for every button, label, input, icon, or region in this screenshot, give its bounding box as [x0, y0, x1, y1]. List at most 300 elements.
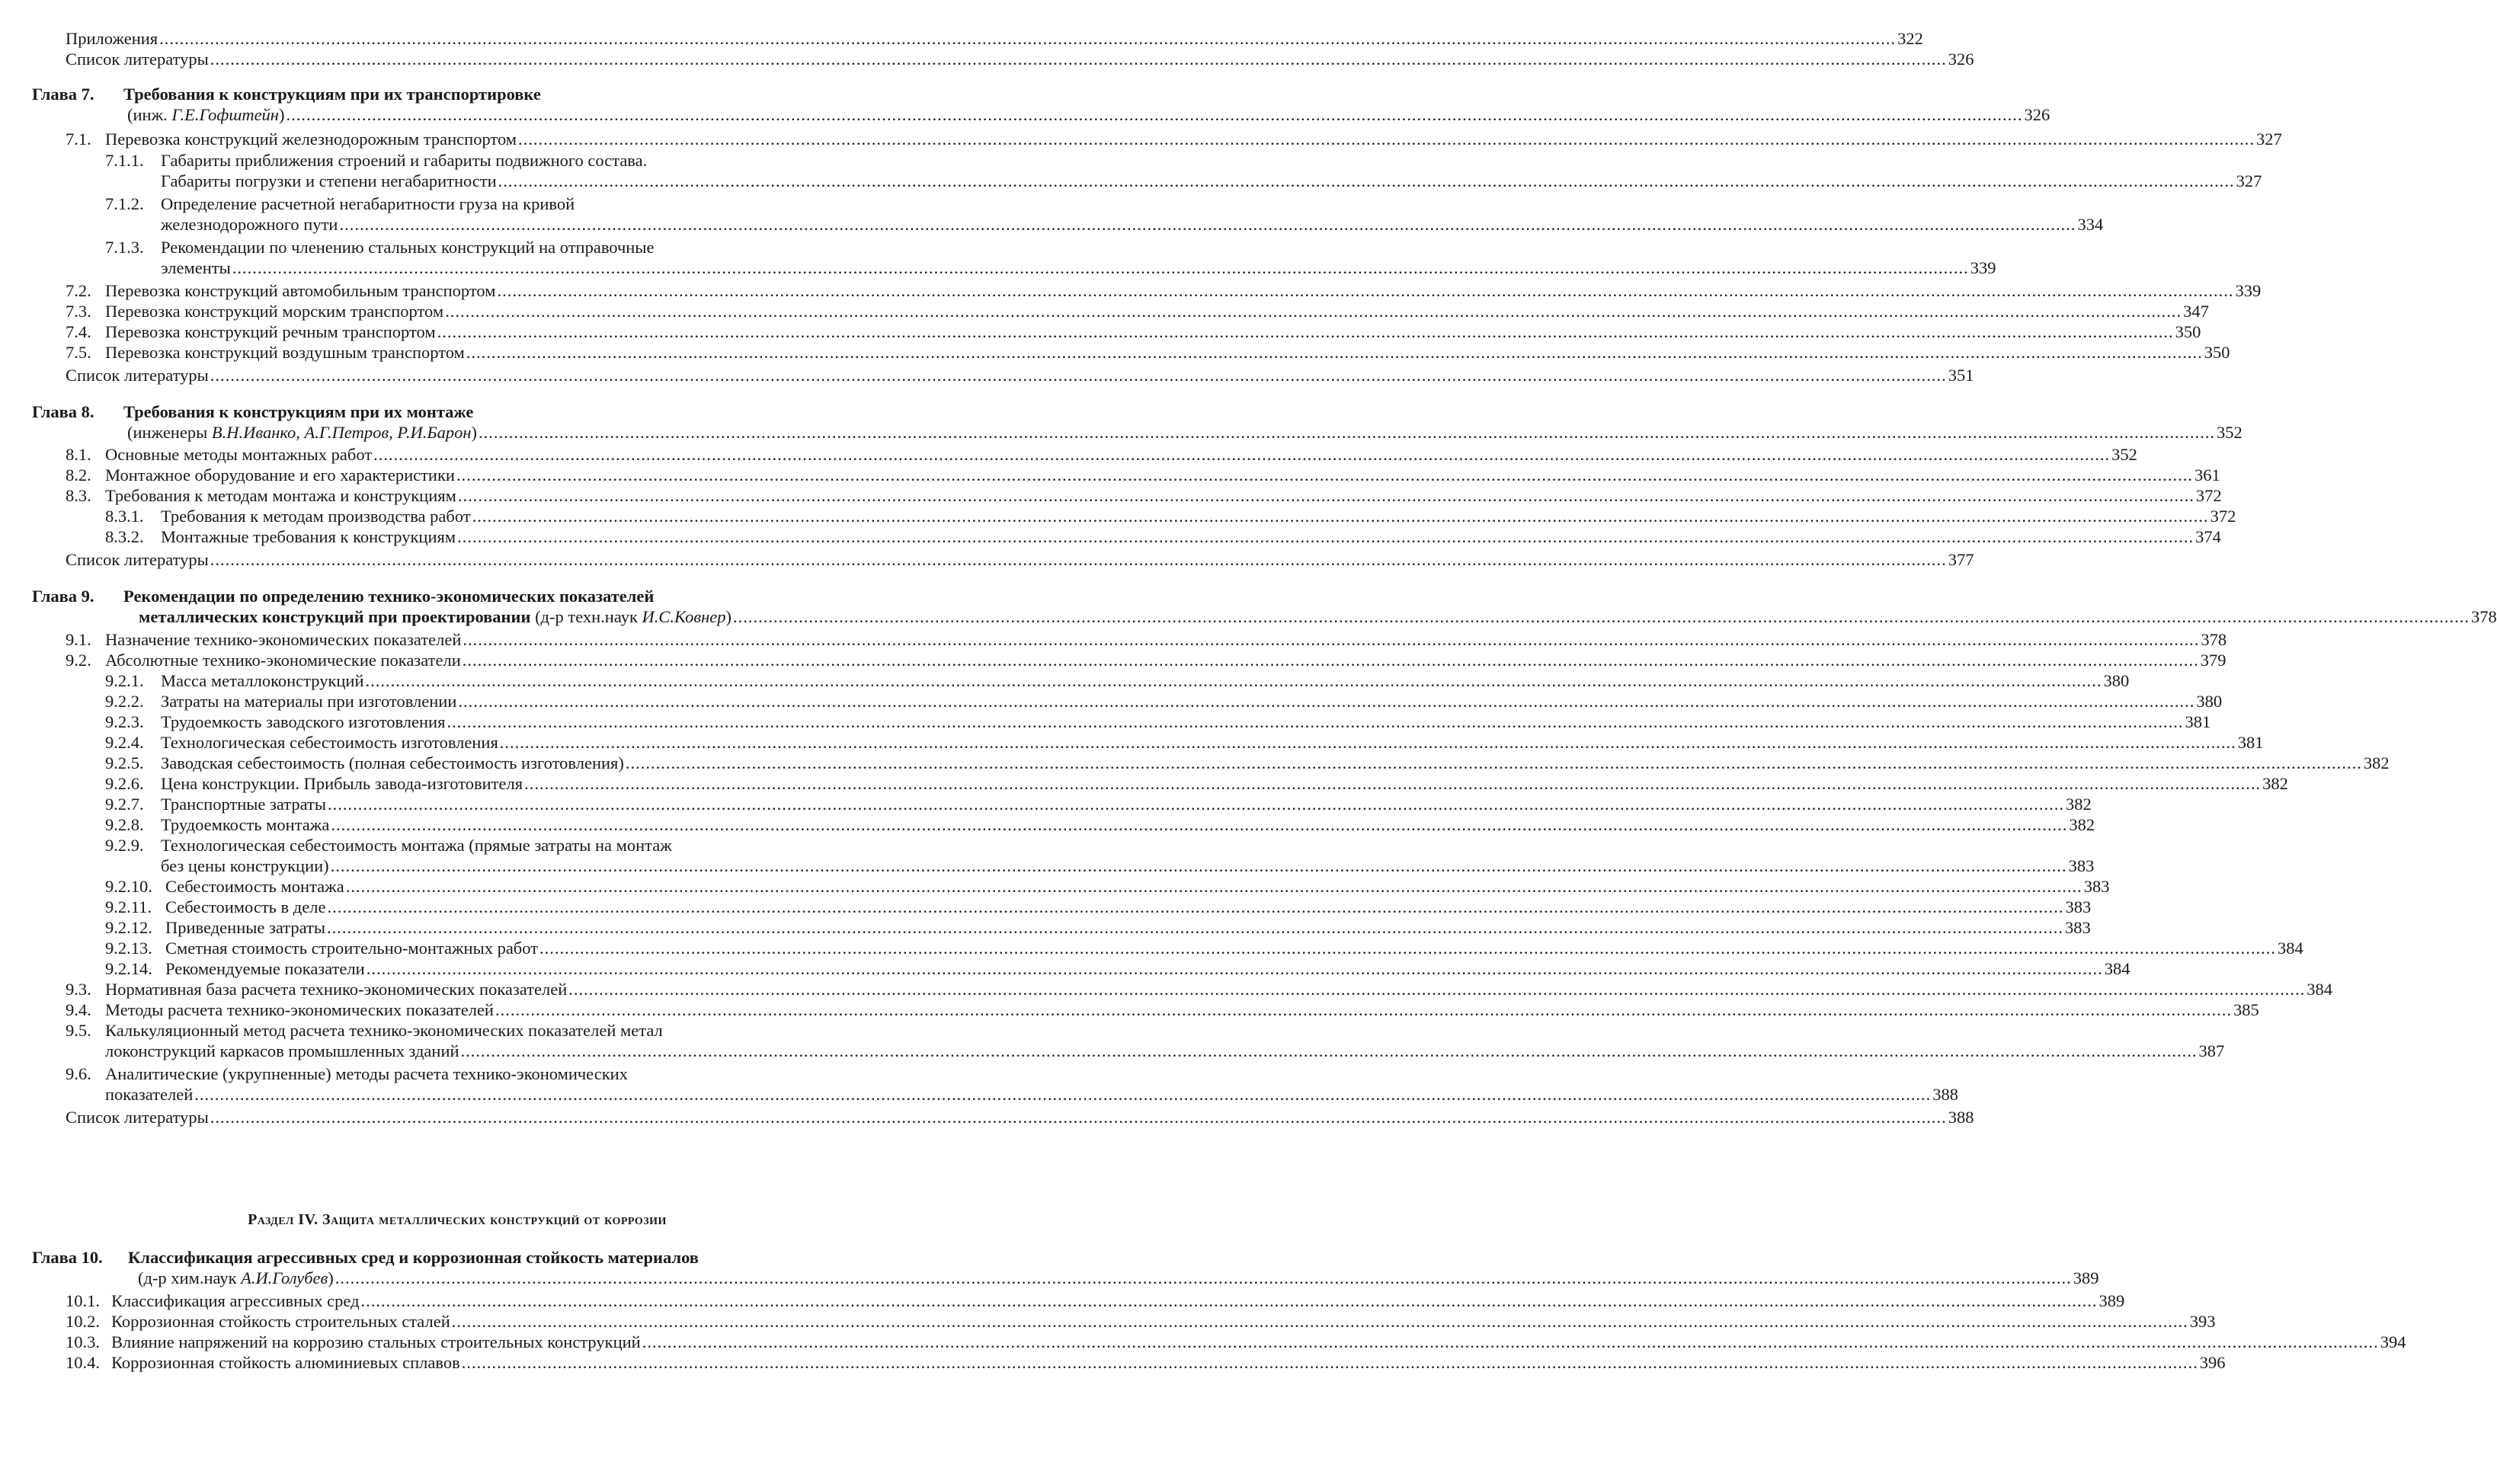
toc-entry-8.3.2.: [105, 526, 2221, 549]
entry-label: Коррозионная стойкость строительных сталей: [111, 1312, 450, 1331]
chapter-7-author: [127, 104, 2050, 126]
entry-label: Технологическая себестоимость монтажа (прямые затраты на монтаж: [161, 836, 672, 855]
leader-dots: [327, 896, 2063, 919]
page-number: 380: [2196, 692, 2223, 711]
page-number: 339: [2235, 281, 2262, 300]
toc-entry-9.2.5.: [105, 752, 2390, 775]
leader-dots: [447, 711, 2183, 734]
page-number: 384: [2104, 959, 2130, 978]
leader-dots: [331, 855, 2067, 878]
page-number: 382: [2262, 774, 2288, 793]
leader-dots: [457, 526, 2194, 549]
entry-number: 9.2.3.: [105, 712, 144, 731]
toc-entry-appendix: [66, 27, 1923, 50]
author-name: А.И.Голубев: [241, 1268, 328, 1287]
leader-dots: [210, 1106, 1947, 1129]
toc-entry-10.2.-text: [66, 1310, 450, 1333]
chapter-9-heading-cont-text: [139, 606, 731, 628]
author-name: В.Н.Иванко, А.Г.Петров, Р.И.Барон: [211, 423, 472, 442]
entry-label: Себестоимость монтажа: [165, 877, 344, 896]
page-number: 382: [2363, 753, 2390, 772]
entry-label: Калькуляционный метод расчета технико-экономических показателей метал: [105, 1021, 663, 1040]
leader-dots: [328, 793, 2064, 816]
leader-dots: [210, 549, 1947, 571]
toc-entry-10.1.: [66, 1290, 2125, 1313]
entry-number: 9.4.: [66, 1000, 91, 1019]
toc-entry-9.2.13.-text: [105, 937, 538, 960]
toc-entry-9.4.: [66, 999, 2259, 1022]
page-number: 374: [2195, 527, 2221, 546]
chapter-9-references-text: [66, 1106, 209, 1129]
page-number: 383: [2083, 877, 2110, 896]
entry-number: 10.3.: [66, 1332, 100, 1351]
page-number: 322: [1897, 29, 1923, 48]
chapter-title: Классификация агрессивных сред и коррозионная стойкость материалов: [128, 1248, 699, 1267]
page-number: 350: [2204, 343, 2230, 362]
toc-entry-9.2.3.-text: [105, 711, 445, 734]
toc-entry-10.4.-text: [66, 1351, 460, 1374]
entry-label: Масса металлоконструкций: [161, 671, 364, 690]
leader-dots: [452, 1310, 2188, 1333]
chapter-title-cont: металлических конструкций при проектировании: [139, 607, 531, 626]
leader-dots: [210, 364, 1947, 387]
entry-label: Требования к методам производства работ: [161, 507, 471, 526]
toc-entry-7.3.-text: [66, 300, 443, 323]
toc-entry-9.6.-cont-text: [105, 1083, 193, 1106]
toc-entry-7.4.: [66, 321, 2201, 344]
chapter-10-heading: [32, 1246, 699, 1269]
toc-entry-9.2.-text: [66, 649, 461, 672]
toc-entry-9.5.-cont: [105, 1040, 2225, 1063]
toc-entry-7.5.-text: [66, 341, 465, 364]
toc-entry-8.3.: [66, 485, 2222, 507]
toc-entry-9.6.-cont: [105, 1083, 1958, 1106]
toc-entry-9.2.11.: [105, 896, 2092, 919]
entry-number: 9.2.6.: [105, 774, 144, 793]
toc-entry-9.2.2.: [105, 690, 2223, 713]
entry-label: без цены конструкции): [161, 856, 329, 875]
leader-dots: [479, 421, 2215, 444]
author-pre: (д-р хим.наук: [138, 1268, 242, 1287]
toc-entry-7.1.2.-cont-text: [161, 213, 338, 236]
entry-label: Перевозка конструкций воздушным транспортом: [105, 343, 465, 362]
chapter-title: Требования к конструкциям при их монтаже: [123, 402, 474, 421]
leader-dots: [458, 485, 2194, 507]
toc-entry-10.2.: [66, 1310, 2216, 1333]
toc-entry-7.1.-text: [66, 128, 517, 151]
chapter-8-author: [127, 421, 2242, 444]
leader-dots: [331, 814, 2067, 836]
page-number: 378: [2471, 607, 2497, 626]
page-number: 389: [2098, 1291, 2125, 1310]
toc-entry-9.2.: [66, 649, 2226, 672]
page-number: 334: [2077, 215, 2104, 234]
leader-dots: [159, 27, 1896, 50]
entry-number: 8.3.2.: [105, 527, 144, 546]
entry-label: Требования к методам монтажа и конструкциям: [105, 486, 456, 505]
entry-number: 9.5.: [66, 1021, 91, 1040]
entry-number: 7.4.: [66, 322, 91, 341]
leader-dots: [346, 875, 2082, 898]
entry-label: Перевозка конструкций автомобильным транспортом: [105, 281, 496, 300]
toc-entry-9.2.14.-text: [105, 958, 365, 980]
leader-dots: [642, 1331, 2379, 1354]
toc-entry-9.2.4.-text: [105, 731, 498, 754]
toc-entry-9.2.4.: [105, 731, 2264, 754]
page-number: 384: [2278, 939, 2303, 958]
entry-number: 8.2.: [66, 465, 91, 485]
toc-entry-7.1.: [66, 128, 2282, 151]
entry-label: Аналитические (укрупненные) методы расчета технико-экономических: [105, 1064, 628, 1083]
author-post: ): [328, 1268, 334, 1287]
leader-dots: [626, 752, 2362, 775]
leader-dots: [335, 1267, 2072, 1290]
toc-entry-7.1.1.-cont: [161, 170, 2262, 193]
toc-entry-7.3.: [66, 300, 2209, 323]
chapter-title: Рекомендации по определению технико-экономических показателей: [123, 587, 655, 606]
leader-dots: [518, 128, 2255, 151]
toc-entry-9.2.12.: [105, 916, 2091, 939]
page-number: 383: [2068, 856, 2095, 875]
leader-dots: [286, 104, 2022, 126]
entry-label: Список литературы: [66, 50, 209, 69]
toc-entry-9.1.-text: [66, 628, 461, 651]
entry-label: Влияние напряжений на коррозию стальных строительных конструкций: [111, 1332, 641, 1351]
author-pre: (д-р техн.наук: [530, 607, 642, 626]
page-number: 385: [2233, 1000, 2259, 1019]
page-number: 377: [1948, 550, 1974, 569]
chapter-7-references-text: [66, 364, 209, 387]
entry-number: 9.2.10.: [105, 877, 152, 896]
entry-number: 9.2.9.: [105, 836, 144, 855]
toc-entry-10.1.-text: [66, 1290, 360, 1313]
toc-entry-9.2.9.-cont-text: [161, 855, 329, 878]
page-number: 326: [2024, 105, 2050, 124]
leader-dots: [524, 772, 2261, 795]
entry-label: Габариты приближения строений и габариты подвижного состава.: [161, 151, 648, 170]
toc-entry-9.2.13.: [105, 937, 2303, 960]
leader-dots: [466, 341, 2203, 364]
entry-label: Цена конструкции. Прибыль завода-изготовителя: [161, 774, 523, 793]
leader-dots: [733, 606, 2470, 628]
chapter-8-heading: [32, 401, 473, 424]
entry-label: Технологическая себестоимость изготовления: [161, 733, 498, 752]
leader-dots: [500, 731, 2236, 754]
toc-entry-7.1.3.-cont-text: [161, 257, 231, 280]
page-number: 383: [2065, 897, 2092, 916]
leader-dots: [568, 978, 2305, 1001]
entry-label: Перевозка конструкций речным транспортом: [105, 322, 436, 341]
leader-dots: [458, 690, 2194, 713]
leader-dots: [361, 1290, 2098, 1313]
entry-label: Перевозка конструкций морским транспортом: [105, 302, 444, 321]
entry-number: 8.1.: [66, 445, 91, 464]
leader-dots: [498, 170, 2235, 193]
chapter-prefix: Глава 10.: [32, 1248, 103, 1267]
leader-dots: [472, 505, 2209, 528]
toc-entry-references-text: [66, 48, 209, 71]
entry-label: Определение расчетной негабаритности груза на кривой: [161, 194, 575, 213]
page-number: 394: [2380, 1332, 2406, 1351]
chapter-9-heading-cont: [139, 606, 2497, 628]
page-number: 327: [2256, 130, 2282, 149]
page-number: 378: [2201, 630, 2227, 649]
page-number: 350: [2175, 322, 2201, 341]
toc-entry-8.2.-text: [66, 464, 455, 487]
entry-number: 8.3.1.: [105, 507, 144, 526]
leader-dots: [461, 1040, 2198, 1063]
leader-dots: [456, 464, 2193, 487]
entry-number: 9.2.2.: [105, 692, 144, 711]
toc-entry-9.2.9.-cont: [161, 855, 2095, 878]
toc-entry-8.3.1.-text: [105, 505, 471, 528]
leader-dots: [366, 670, 2102, 692]
page-number: 387: [2198, 1041, 2225, 1060]
leader-dots: [232, 257, 1969, 280]
leader-dots: [463, 649, 2199, 672]
entry-label: Абсолютные технико-экономические показатели: [105, 651, 461, 670]
chapter-title: Требования к конструкциям при их транспортировке: [123, 85, 541, 104]
page-number: 347: [2183, 302, 2209, 321]
toc-entry-9.1.: [66, 628, 2227, 651]
entry-label: Список литературы: [66, 1108, 209, 1127]
toc-entry-9.2.8.: [105, 814, 2095, 836]
entry-number: 9.2.13.: [105, 939, 152, 958]
page-number: 327: [2236, 171, 2262, 190]
toc-entry-9.2.14.: [105, 958, 2130, 980]
entry-label: Приложения: [66, 29, 158, 48]
toc-entry-9.4.-text: [66, 999, 494, 1022]
toc-entry-9.2.6.-text: [105, 772, 523, 795]
chapter-prefix: Глава 7.: [32, 85, 94, 104]
page-number: 372: [2210, 507, 2236, 526]
entry-label: Список литературы: [66, 366, 209, 385]
toc-entry-7.2.: [66, 280, 2262, 302]
entry-number: 7.1.2.: [105, 194, 144, 213]
entry-label: элементы: [161, 258, 231, 277]
entry-label: Методы расчета технико-экономических показателей: [105, 1000, 494, 1019]
toc-entry-9.2.12.-text: [105, 916, 325, 939]
toc-entry-9.3.-text: [66, 978, 567, 1001]
entry-number: 9.3.: [66, 980, 91, 999]
entry-number: 9.2.5.: [105, 753, 144, 772]
entry-label: локонструкций каркасов промышленных зданий: [105, 1041, 459, 1060]
section-prefix: Раздел IV.: [248, 1211, 319, 1228]
entry-number: 7.1.: [66, 130, 91, 149]
toc-entry-9.3.: [66, 978, 2333, 1001]
leader-dots: [495, 999, 2232, 1022]
page-number: 352: [2217, 423, 2242, 442]
entry-label: Рекомендации по членению стальных конструкций на отправочные: [161, 238, 655, 257]
entry-label: Затраты на материалы при изготовлении: [161, 692, 457, 711]
toc-entry-8.2.: [66, 464, 2220, 487]
page-number: 379: [2200, 651, 2226, 670]
toc-entry-9.2.10.-text: [105, 875, 344, 898]
entry-number: 7.1.1.: [105, 151, 144, 170]
entry-number: 9.2.4.: [105, 733, 144, 752]
leader-dots: [539, 937, 2276, 960]
toc-entry-8.3.2.-text: [105, 526, 456, 549]
entry-number: 10.4.: [66, 1353, 100, 1372]
page-number: 380: [2103, 671, 2130, 690]
toc-entry-9.5.-cont-text: [105, 1040, 459, 1063]
entry-label: железнодорожного пути: [161, 215, 338, 234]
author-pre: (инж.: [127, 105, 172, 124]
entry-label: Рекомендуемые показатели: [165, 959, 365, 978]
page-number: 381: [2237, 733, 2264, 752]
page-number: 326: [1948, 50, 1974, 69]
entry-label: Монтажные требования к конструкциям: [161, 527, 456, 546]
toc-entry-9.2.9.: [105, 834, 672, 857]
entry-label: Габариты погрузки и степени негабаритности: [161, 171, 497, 190]
entry-label: Классификация агрессивных сред: [111, 1291, 360, 1310]
entry-label: Нормативная база расчета технико-экономических показателей: [105, 980, 568, 999]
page-number: 352: [2111, 445, 2137, 464]
entry-label: Приведенные затраты: [165, 918, 325, 937]
entry-label: Основные методы монтажных работ: [105, 445, 373, 464]
entry-label: показателей: [105, 1085, 194, 1104]
page-number: 383: [2064, 918, 2091, 937]
leader-dots: [373, 443, 2110, 466]
toc-entry-10.3.-text: [66, 1331, 641, 1354]
page-number: 384: [2307, 980, 2333, 999]
entry-number: 9.2.12.: [105, 918, 152, 937]
toc-entry-10.3.: [66, 1331, 2406, 1354]
entry-number: 7.5.: [66, 343, 91, 362]
toc-entry-7.4.-text: [66, 321, 436, 344]
entry-number: 9.1.: [66, 630, 91, 649]
entry-number: 7.3.: [66, 302, 91, 321]
chapter-8-references-text: [66, 549, 209, 571]
chapter-9-references: [66, 1106, 1974, 1129]
toc-entry-9.2.10.: [105, 875, 2110, 898]
entry-label: Назначение технико-экономических показателей: [105, 630, 462, 649]
toc-entry-7.1.1.-cont-text: [161, 170, 497, 193]
toc-entry-9.2.1.: [105, 670, 2130, 692]
toc-entry-appendix-text: [66, 27, 158, 50]
chapter-9-heading: [32, 585, 654, 608]
entry-label: Коррозионная стойкость алюминиевых сплавов: [111, 1353, 460, 1372]
page-number: 382: [2066, 795, 2092, 814]
toc-entry-9.2.8.-text: [105, 814, 329, 836]
page-number: 388: [1932, 1085, 1958, 1104]
toc-entry-references: [66, 48, 1974, 71]
entry-label: Себестоимость в деле: [165, 897, 326, 916]
page-number: 381: [2185, 712, 2211, 731]
author-name: Г.Е.Гофштейн: [171, 105, 279, 124]
chapter-10-author-text: [138, 1267, 334, 1290]
page-number: 351: [1948, 366, 1974, 385]
toc-entry-7.1.2.: [105, 193, 575, 216]
toc-entry-8.1.: [66, 443, 2137, 466]
section-title-text: Защита металлических конструкций от коррозии: [322, 1211, 667, 1228]
entry-label: Перевозка конструкций железнодорожным транспортом: [105, 130, 517, 149]
section-4-heading: [0, 1208, 914, 1231]
toc-entry-10.4.: [66, 1351, 2226, 1374]
entry-number: 9.2.11.: [105, 897, 152, 916]
leader-dots: [462, 1351, 2198, 1374]
toc-entry-8.3.1.: [105, 505, 2236, 528]
toc-entry-9.2.2.-text: [105, 690, 456, 713]
toc-entry-8.3.-text: [66, 485, 456, 507]
toc-entry-9.2.5.-text: [105, 752, 624, 775]
toc-entry-7.1.1.: [105, 149, 647, 172]
chapter-7-author-text: [127, 104, 284, 126]
toc-entry-8.1.-text: [66, 443, 372, 466]
page-number: 339: [1970, 258, 1996, 277]
chapter-8-author-text: [127, 421, 477, 444]
toc-entry-9.2.7.-text: [105, 793, 326, 816]
entry-number: 10.2.: [66, 1312, 100, 1331]
toc-entry-7.1.3.-cont: [161, 257, 1996, 280]
author-pre: (инженеры: [127, 423, 212, 442]
entry-label: Монтажное оборудование и его характеристики: [105, 465, 455, 485]
toc-entry-9.2.6.: [105, 772, 2288, 795]
leader-dots: [445, 300, 2182, 323]
toc-entry-7.1.2.-cont: [161, 213, 2104, 236]
page-number: 372: [2195, 486, 2222, 505]
entry-label: Сметная стоимость строительно-монтажных работ: [165, 939, 539, 958]
entry-number: 7.2.: [66, 281, 91, 300]
leader-dots: [463, 628, 2199, 651]
entry-label: Трудоемкость монтажа: [161, 815, 330, 834]
author-post: ): [471, 423, 478, 442]
author-post: ): [278, 105, 285, 124]
entry-number: 9.2.8.: [105, 815, 144, 834]
leader-dots: [367, 958, 2103, 980]
toc-entry-9.2.11.-text: [105, 896, 325, 919]
chapter-10-author: [138, 1267, 2099, 1290]
entry-label: Список литературы: [66, 550, 209, 569]
entry-number: 7.1.3.: [105, 238, 144, 257]
page-number: 393: [2189, 1312, 2216, 1331]
leader-dots: [437, 321, 2174, 344]
entry-label: Транспортные затраты: [161, 795, 327, 814]
leader-dots: [194, 1083, 1931, 1106]
toc-entry-9.2.3.: [105, 711, 2211, 734]
chapter-prefix: Глава 8.: [32, 402, 94, 421]
toc-entry-9.2.7.: [105, 793, 2092, 816]
chapter-prefix: Глава 9.: [32, 587, 94, 606]
toc-entry-7.1.3.: [105, 236, 654, 259]
toc-entry-7.2.-text: [66, 280, 495, 302]
leader-dots: [210, 48, 1947, 71]
entry-number: 9.6.: [66, 1064, 91, 1083]
chapter-7-references: [66, 364, 1974, 387]
author-name: И.С.Ковнер: [642, 607, 726, 626]
toc-entry-9.6.: [66, 1063, 628, 1086]
leader-dots: [497, 280, 2233, 302]
entry-number: 8.3.: [66, 486, 91, 505]
page-number: 389: [2073, 1268, 2099, 1287]
page-number: 396: [2199, 1353, 2226, 1372]
leader-dots: [339, 213, 2076, 236]
page-number: 382: [2069, 815, 2095, 834]
entry-label: Заводская себестоимость (полная себестоимость изготовления): [161, 753, 624, 772]
entry-number: 9.2.: [66, 651, 91, 670]
toc-entry-7.5.: [66, 341, 2230, 364]
chapter-7-heading: [32, 83, 541, 106]
page-number: 361: [2194, 465, 2220, 485]
leader-dots: [327, 916, 2063, 939]
entry-number: 9.2.1.: [105, 671, 144, 690]
chapter-8-references: [66, 549, 1974, 571]
entry-label: Трудоемкость заводского изготовления: [161, 712, 446, 731]
entry-number: 9.2.14.: [105, 959, 152, 978]
entry-number: 9.2.7.: [105, 795, 144, 814]
page-number: 388: [1948, 1108, 1974, 1127]
toc-entry-9.5.: [66, 1019, 663, 1042]
